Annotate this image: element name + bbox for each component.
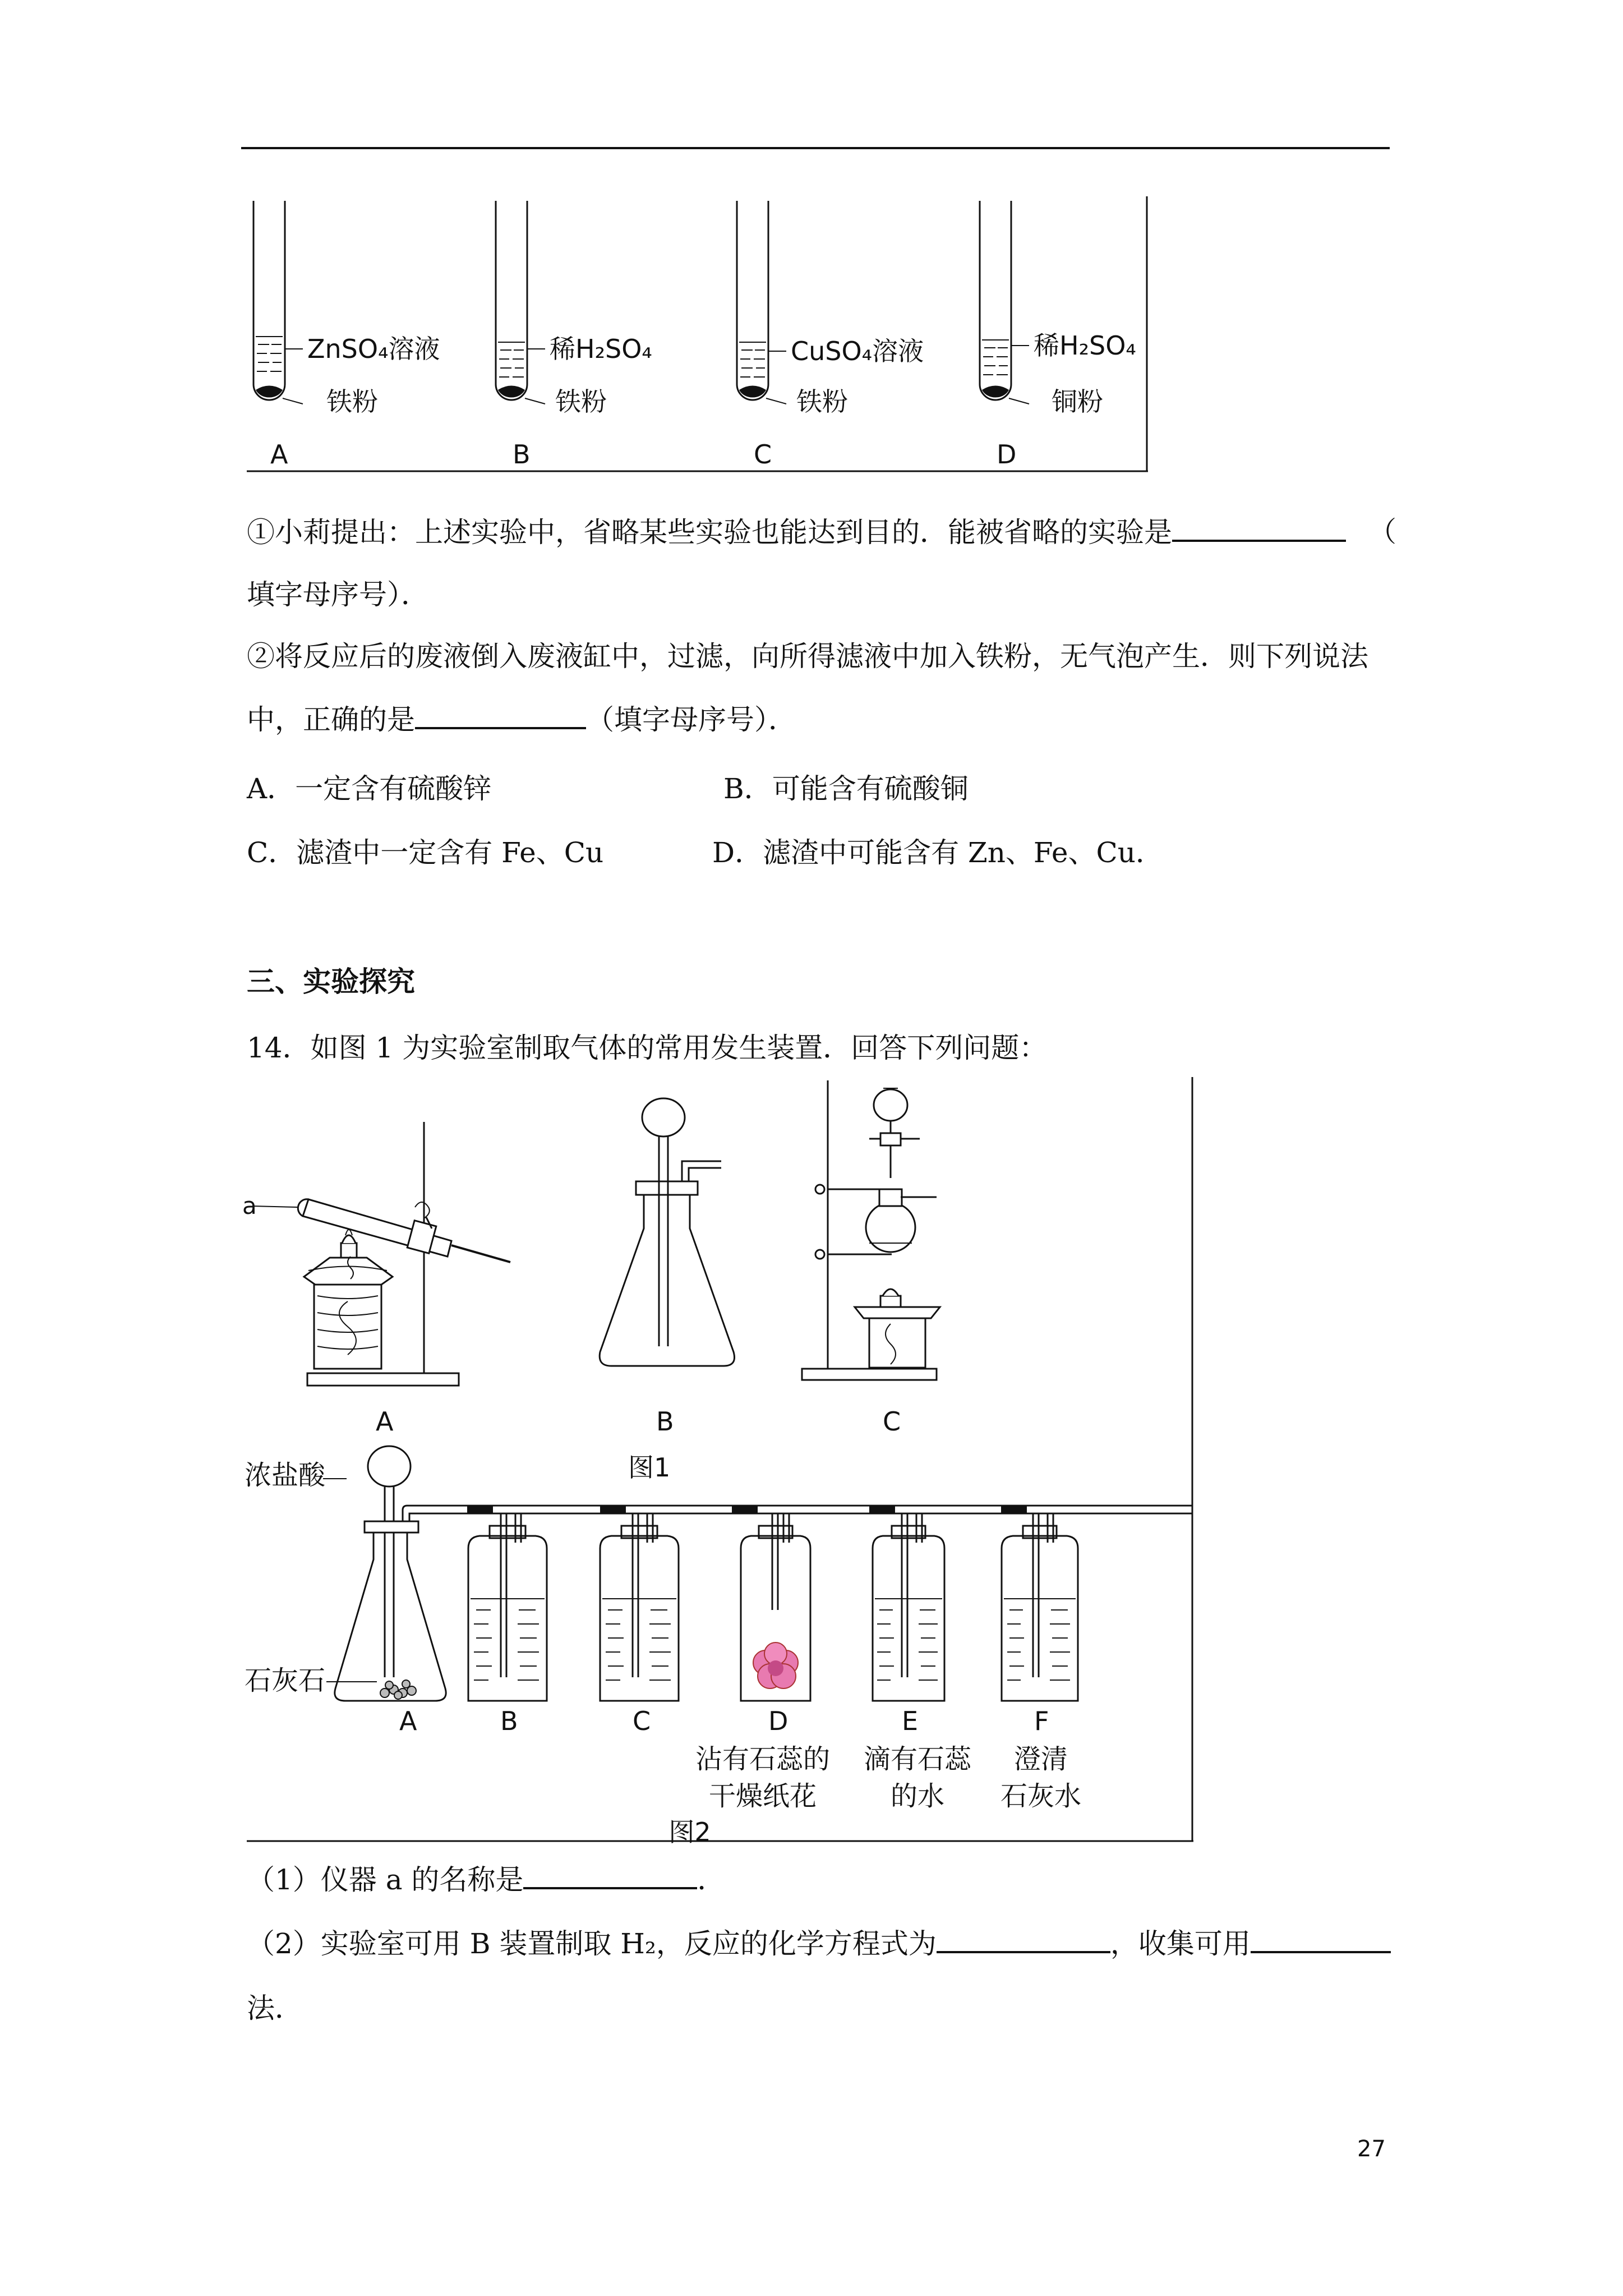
fig2-letter-f: F [1034,1706,1049,1736]
fig1-label-a: a [242,1192,257,1220]
q13-option-d: D．滤渣中可能含有 Zn、Fe、Cu． [712,836,1164,869]
q14-sub2-end: 法． [247,1992,303,2024]
tube-a-liquid-label: ZnSO₄溶液 [307,334,440,364]
fig2-paper-flower [753,1642,798,1688]
fig2-label-d-line2: 干燥纸花 [708,1780,817,1812]
test-tube-figure [247,196,1155,477]
tube-d-solid-label: 铜粉 [1052,386,1103,417]
q13-sub2-line2: 中，正确的是 （填字母序号）． [247,703,796,736]
fig2-letter-a: A [399,1706,417,1736]
tube-c-liquid-label: CuSO₄溶液 [791,336,924,366]
test-tube-c [737,201,924,470]
q14-stem: 14．如图 1 为实验室制取气体的常用发生装置．回答下列问题： [247,1032,1048,1064]
fig1-apparatus-c [802,1080,940,1380]
q14-sub1: （1）仪器 a 的名称是 ． [247,1864,726,1896]
fig2-letter-c: C [633,1706,651,1736]
fig1-letter-a: A [376,1406,394,1437]
fig1-caption: 图1 [628,1452,671,1483]
header-rule [241,147,1390,149]
tube-c-solid-label: 铁粉 [796,386,848,417]
fig2-label-d-line1: 沾有石蕊的 [695,1743,831,1775]
fig2-label-acid: 浓盐酸 [245,1460,326,1491]
test-tube-b [496,201,652,470]
q13-sub1-line1: ①小莉提出：上述实验中，省略某些实验也能达到目的．能被省略的实验是 [247,515,1346,549]
tube-a-letter: A [270,439,288,470]
q13-sub1-line2: 填字母序号）． [247,578,429,611]
fig2-label-e-line1: 滴有石蕊 [863,1743,972,1775]
page-number: 27 [1357,2136,1386,2162]
q13-sub2-answer-blank[interactable] [415,702,586,729]
fig2-letter-e: E [902,1706,919,1736]
fig1-apparatus-a [252,1122,510,1386]
fig2-apparatus-a [335,1446,446,1701]
q14-sub1-answer-blank[interactable] [523,1862,697,1889]
tube-b-liquid-label: 稀H₂SO₄ [550,334,652,364]
fig2-label-f-line2: 石灰水 [1000,1780,1082,1812]
q13-sub1-answer-blank[interactable] [1172,515,1346,542]
fig2-bottle-e [873,1513,944,1701]
fig1-apparatus-b [600,1098,734,1366]
fig2-caption: 图2 [668,1817,711,1847]
q13-option-b: B．可能含有硫酸铜 [723,772,969,805]
section-heading: 三、实验探究 [247,965,415,998]
tube-c-letter: C [754,439,772,470]
q14-sub2-equation-blank[interactable] [937,1926,1110,1953]
q13-option-a: A．一定含有硫酸锌 [247,772,492,805]
test-tube-a [253,201,440,470]
apparatus-figure [242,1077,1200,1851]
q13-sub2-line1: ②将反应后的废液倒入废液缸中，过滤，向所得滤液中加入铁粉，无气泡产生．则下列说法 [247,640,1368,673]
fig1-letter-b: B [656,1406,674,1437]
fig2-letter-d: D [768,1706,789,1736]
test-tube-d [980,201,1136,470]
tube-d-letter: D [997,439,1017,470]
q13-sub1-paren: （ [1368,516,1396,548]
fig1-letter-c: C [883,1406,901,1437]
q13-option-c: C．滤渣中一定含有 Fe、Cu [247,836,604,869]
fig2-bottle-f [1002,1513,1078,1701]
tube-b-letter: B [513,439,531,470]
tube-d-liquid-label: 稀H₂SO₄ [1034,330,1136,361]
tube-b-solid-label: 铁粉 [555,386,607,417]
fig2-bottle-c [600,1513,679,1701]
fig2-label-f-line1: 澄清 [1013,1743,1068,1775]
tube-a-solid-label: 铁粉 [326,386,378,417]
fig2-bottle-b [468,1513,547,1701]
q14-sub2-collection-blank[interactable] [1251,1926,1391,1953]
fig2-letter-b: B [500,1706,518,1736]
fig2-label-limestone: 石灰石 [245,1665,326,1696]
fig2-label-e-line2: 的水 [890,1780,945,1812]
q14-sub2: （2）实验室可用 B 装置制取 H₂，反应的化学方程式为 ，收集可用 [247,1926,1391,1961]
